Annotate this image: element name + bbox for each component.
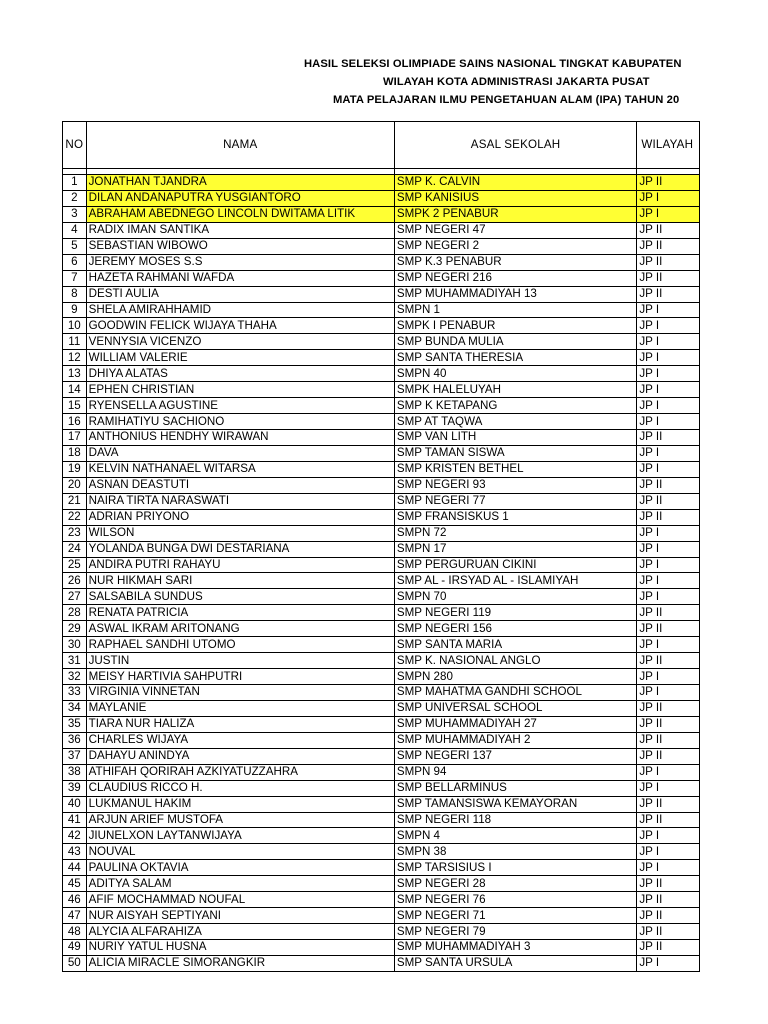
cell-nama: JUSTIN xyxy=(86,653,394,669)
cell-wilayah: JP I xyxy=(637,398,700,414)
cell-wilayah: JP I xyxy=(637,414,700,430)
cell-nama: YOLANDA BUNGA DWI DESTARIANA xyxy=(86,541,394,557)
cell-nama: VENNYSIA VICENZO xyxy=(86,334,394,350)
cell-wilayah: JP II xyxy=(637,493,700,509)
cell-wilayah: JP II xyxy=(637,222,700,238)
cell-asal-sekolah: SMP K. CALVIN xyxy=(394,175,636,191)
cell-asal-sekolah: SMPN 70 xyxy=(394,589,636,605)
cell-no: 34 xyxy=(63,700,87,716)
table-row xyxy=(63,445,700,461)
table-row xyxy=(63,286,700,302)
table-row xyxy=(63,621,700,637)
cell-nama: NURIY YATUL HUSNA xyxy=(86,940,394,956)
cell-wilayah: JP I xyxy=(637,764,700,780)
cell-no: 38 xyxy=(63,764,87,780)
cell-nama: MEISY HARTIVIA SAHPUTRI xyxy=(86,669,394,685)
cell-asal-sekolah: SMP NEGERI 2 xyxy=(394,238,636,254)
table-row xyxy=(63,637,700,653)
cell-wilayah: JP II xyxy=(637,238,700,254)
cell-no: 13 xyxy=(63,366,87,382)
cell-no: 37 xyxy=(63,748,87,764)
table-row xyxy=(63,796,700,812)
cell-wilayah: JP II xyxy=(637,924,700,940)
cell-no: 7 xyxy=(63,270,87,286)
table-row xyxy=(63,350,700,366)
cell-no: 8 xyxy=(63,286,87,302)
table-row xyxy=(63,955,700,971)
cell-no: 3 xyxy=(63,206,87,222)
cell-nama: WILLIAM VALERIE xyxy=(86,350,394,366)
cell-asal-sekolah: SMP AL - IRSYAD AL - ISLAMIYAH xyxy=(394,573,636,589)
cell-wilayah: JP I xyxy=(637,302,700,318)
table-row xyxy=(63,557,700,573)
cell-no: 45 xyxy=(63,876,87,892)
cell-no: 19 xyxy=(63,461,87,477)
cell-wilayah: JP II xyxy=(637,286,700,302)
cell-asal-sekolah: SMP NEGERI 216 xyxy=(394,270,636,286)
cell-nama: NAIRA TIRTA NARASWATI xyxy=(86,493,394,509)
cell-asal-sekolah: SMPN 40 xyxy=(394,366,636,382)
table-row xyxy=(63,748,700,764)
cell-nama: RAMIHATIYU SACHIONO xyxy=(86,414,394,430)
cell-nama: DILAN ANDANAPUTRA YUSGIANTORO xyxy=(86,190,394,206)
cell-wilayah: JP I xyxy=(637,685,700,701)
table-row xyxy=(63,222,700,238)
cell-nama: ALYCIA ALFARAHIZA xyxy=(86,924,394,940)
cell-asal-sekolah: SMP K. NASIONAL ANGLO xyxy=(394,653,636,669)
table-row xyxy=(63,525,700,541)
cell-no: 46 xyxy=(63,892,87,908)
cell-wilayah: JP II xyxy=(637,940,700,956)
table-row xyxy=(63,892,700,908)
table-row xyxy=(63,860,700,876)
cell-wilayah: JP II xyxy=(637,716,700,732)
title-line-3: MATA PELAJARAN ILMU PENGETAHUAN ALAM (IPA) TAHUN 20 xyxy=(333,94,680,106)
cell-asal-sekolah: SMPN 17 xyxy=(394,541,636,557)
cell-asal-sekolah: SMPN 38 xyxy=(394,844,636,860)
cell-no: 47 xyxy=(63,908,87,924)
table-row xyxy=(63,908,700,924)
cell-no: 36 xyxy=(63,732,87,748)
cell-nama: DAHAYU ANINDYA xyxy=(86,748,394,764)
cell-wilayah: JP II xyxy=(637,796,700,812)
cell-asal-sekolah: SMPK HALELUYAH xyxy=(394,382,636,398)
cell-no: 11 xyxy=(63,334,87,350)
cell-no: 17 xyxy=(63,430,87,446)
table-row xyxy=(63,477,700,493)
cell-wilayah: JP I xyxy=(637,318,700,334)
table-row xyxy=(63,430,700,446)
cell-asal-sekolah: SMP MUHAMMADIYAH 13 xyxy=(394,286,636,302)
cell-wilayah: JP II xyxy=(637,270,700,286)
cell-nama: AFIF MOCHAMMAD NOUFAL xyxy=(86,892,394,908)
cell-wilayah: JP II xyxy=(637,876,700,892)
cell-wilayah: JP I xyxy=(637,573,700,589)
cell-nama: PAULINA OKTAVIA xyxy=(86,860,394,876)
cell-asal-sekolah: SMP UNIVERSAL SCHOOL xyxy=(394,700,636,716)
header-nama: NAMA xyxy=(86,122,394,169)
title-line-1: HASIL SELEKSI OLIMPIADE SAINS NASIONAL TINGKAT KABUPATEN xyxy=(304,58,682,70)
cell-asal-sekolah: SMP VAN LITH xyxy=(394,430,636,446)
table-row xyxy=(63,206,700,222)
cell-wilayah: JP I xyxy=(637,860,700,876)
table-row xyxy=(63,382,700,398)
cell-wilayah: JP II xyxy=(637,254,700,270)
cell-no: 6 xyxy=(63,254,87,270)
cell-nama: HAZETA RAHMANI WAFDA xyxy=(86,270,394,286)
cell-asal-sekolah: SMP AT TAQWA xyxy=(394,414,636,430)
cell-asal-sekolah: SMP NEGERI 137 xyxy=(394,748,636,764)
cell-no: 20 xyxy=(63,477,87,493)
cell-nama: ALICIA MIRACLE SIMORANGKIR xyxy=(86,955,394,971)
table-row xyxy=(63,812,700,828)
cell-nama: NOUVAL xyxy=(86,844,394,860)
cell-wilayah: JP I xyxy=(637,461,700,477)
cell-asal-sekolah: SMPK I PENABUR xyxy=(394,318,636,334)
table-row xyxy=(63,509,700,525)
cell-wilayah: JP II xyxy=(637,892,700,908)
cell-no: 22 xyxy=(63,509,87,525)
table-header-row xyxy=(63,122,700,169)
table-row xyxy=(63,238,700,254)
cell-nama: GOODWIN FELICK WIJAYA THAHA xyxy=(86,318,394,334)
cell-nama: SALSABILA SUNDUS xyxy=(86,589,394,605)
cell-no: 25 xyxy=(63,557,87,573)
cell-asal-sekolah: SMP PERGURUAN CIKINI xyxy=(394,557,636,573)
table-row xyxy=(63,780,700,796)
cell-wilayah: JP II xyxy=(637,732,700,748)
cell-no: 5 xyxy=(63,238,87,254)
cell-nama: LUKMANUL HAKIM xyxy=(86,796,394,812)
cell-no: 31 xyxy=(63,653,87,669)
cell-wilayah: JP I xyxy=(637,955,700,971)
cell-asal-sekolah: SMPN 94 xyxy=(394,764,636,780)
cell-asal-sekolah: SMP MAHATMA GANDHI SCHOOL xyxy=(394,685,636,701)
table-row xyxy=(63,700,700,716)
cell-no: 21 xyxy=(63,493,87,509)
cell-no: 42 xyxy=(63,828,87,844)
cell-asal-sekolah: SMP NEGERI 71 xyxy=(394,908,636,924)
cell-no: 39 xyxy=(63,780,87,796)
cell-no: 35 xyxy=(63,716,87,732)
cell-wilayah: JP I xyxy=(637,334,700,350)
cell-asal-sekolah: SMPN 72 xyxy=(394,525,636,541)
cell-no: 28 xyxy=(63,605,87,621)
cell-nama: JEREMY MOSES S.S xyxy=(86,254,394,270)
cell-asal-sekolah: SMP BELLARMINUS xyxy=(394,780,636,796)
cell-nama: JONATHAN TJANDRA xyxy=(86,175,394,191)
cell-no: 29 xyxy=(63,621,87,637)
cell-nama: DESTI AULIA xyxy=(86,286,394,302)
cell-asal-sekolah: SMPN 1 xyxy=(394,302,636,318)
cell-no: 10 xyxy=(63,318,87,334)
cell-asal-sekolah: SMPK 2 PENABUR xyxy=(394,206,636,222)
cell-no: 14 xyxy=(63,382,87,398)
cell-wilayah: JP I xyxy=(637,637,700,653)
cell-wilayah: JP II xyxy=(637,748,700,764)
cell-asal-sekolah: SMP KRISTEN BETHEL xyxy=(394,461,636,477)
cell-asal-sekolah: SMP TAMANSISWA KEMAYORAN xyxy=(394,796,636,812)
table-row xyxy=(63,541,700,557)
table-row xyxy=(63,828,700,844)
table-row xyxy=(63,334,700,350)
cell-asal-sekolah: SMP SANTA MARIA xyxy=(394,637,636,653)
table-row xyxy=(63,366,700,382)
cell-wilayah: JP I xyxy=(637,525,700,541)
cell-asal-sekolah: SMP TARSISIUS I xyxy=(394,860,636,876)
cell-wilayah: JP I xyxy=(637,557,700,573)
cell-nama: VIRGINIA VINNETAN xyxy=(86,685,394,701)
cell-no: 18 xyxy=(63,445,87,461)
table-row xyxy=(63,398,700,414)
table-row xyxy=(63,924,700,940)
cell-asal-sekolah: SMP NEGERI 77 xyxy=(394,493,636,509)
cell-wilayah: JP II xyxy=(637,509,700,525)
cell-no: 27 xyxy=(63,589,87,605)
cell-wilayah: JP I xyxy=(637,669,700,685)
table-row xyxy=(63,685,700,701)
cell-nama: KELVIN NATHANAEL WITARSA xyxy=(86,461,394,477)
cell-asal-sekolah: SMP MUHAMMADIYAH 2 xyxy=(394,732,636,748)
table-row xyxy=(63,573,700,589)
cell-no: 26 xyxy=(63,573,87,589)
table-row xyxy=(63,716,700,732)
cell-nama: MAYLANIE xyxy=(86,700,394,716)
cell-no: 24 xyxy=(63,541,87,557)
cell-no: 1 xyxy=(63,175,87,191)
cell-wilayah: JP I xyxy=(637,780,700,796)
cell-nama: DAVA xyxy=(86,445,394,461)
header-wilayah: WILAYAH xyxy=(637,122,700,169)
cell-no: 23 xyxy=(63,525,87,541)
table-row xyxy=(63,844,700,860)
cell-nama: EPHEN CHRISTIAN xyxy=(86,382,394,398)
cell-wilayah: JP II xyxy=(637,812,700,828)
cell-wilayah: JP II xyxy=(637,908,700,924)
header-no: NO xyxy=(63,122,87,169)
table-row xyxy=(63,175,700,191)
cell-wilayah: JP I xyxy=(637,350,700,366)
cell-nama: ADRIAN PRIYONO xyxy=(86,509,394,525)
cell-asal-sekolah: SMP K.3 PENABUR xyxy=(394,254,636,270)
cell-nama: DHIYA ALATAS xyxy=(86,366,394,382)
cell-nama: NUR HIKMAH SARI xyxy=(86,573,394,589)
cell-wilayah: JP II xyxy=(637,175,700,191)
cell-asal-sekolah: SMP MUHAMMADIYAH 27 xyxy=(394,716,636,732)
cell-asal-sekolah: SMP NEGERI 28 xyxy=(394,876,636,892)
table-row xyxy=(63,270,700,286)
cell-no: 12 xyxy=(63,350,87,366)
table-row xyxy=(63,653,700,669)
cell-nama: RADIX IMAN SANTIKA xyxy=(86,222,394,238)
table-row xyxy=(63,302,700,318)
cell-nama: RYENSELLA AGUSTINE xyxy=(86,398,394,414)
table-row xyxy=(63,940,700,956)
table-row xyxy=(63,254,700,270)
cell-nama: NUR AISYAH SEPTIYANI xyxy=(86,908,394,924)
cell-no: 43 xyxy=(63,844,87,860)
table-row xyxy=(63,190,700,206)
cell-wilayah: JP I xyxy=(637,382,700,398)
cell-wilayah: JP I xyxy=(637,190,700,206)
cell-asal-sekolah: SMP SANTA THERESIA xyxy=(394,350,636,366)
cell-asal-sekolah: SMP FRANSISKUS 1 xyxy=(394,509,636,525)
title-line-2: WILAYAH KOTA ADMINISTRASI JAKARTA PUSAT xyxy=(383,76,650,88)
table-body xyxy=(63,169,700,972)
cell-wilayah: JP II xyxy=(637,477,700,493)
cell-no: 40 xyxy=(63,796,87,812)
cell-asal-sekolah: SMP NEGERI 47 xyxy=(394,222,636,238)
table-row xyxy=(63,876,700,892)
cell-nama: CLAUDIUS RICCO H. xyxy=(86,780,394,796)
cell-nama: WILSON xyxy=(86,525,394,541)
cell-asal-sekolah: SMP NEGERI 79 xyxy=(394,924,636,940)
cell-nama: JIUNELXON LAYTANWIJAYA xyxy=(86,828,394,844)
cell-no: 9 xyxy=(63,302,87,318)
cell-nama: ASWAL IKRAM ARITONANG xyxy=(86,621,394,637)
cell-wilayah: JP I xyxy=(637,366,700,382)
table-row xyxy=(63,318,700,334)
cell-no: 15 xyxy=(63,398,87,414)
cell-asal-sekolah: SMP K KETAPANG xyxy=(394,398,636,414)
cell-no: 4 xyxy=(63,222,87,238)
table-row xyxy=(63,732,700,748)
results-table xyxy=(62,121,700,972)
cell-wilayah: JP I xyxy=(637,445,700,461)
cell-asal-sekolah: SMP MUHAMMADIYAH 3 xyxy=(394,940,636,956)
cell-nama: SHELA AMIRAHHAMID xyxy=(86,302,394,318)
cell-wilayah: JP I xyxy=(637,828,700,844)
cell-nama: ATHIFAH QORIRAH AZKIYATUZZAHRA xyxy=(86,764,394,780)
table-row xyxy=(63,493,700,509)
cell-nama: ANDIRA PUTRI RAHAYU xyxy=(86,557,394,573)
cell-no: 49 xyxy=(63,940,87,956)
cell-nama: SEBASTIAN WIBOWO xyxy=(86,238,394,254)
cell-nama: CHARLES WIJAYA xyxy=(86,732,394,748)
cell-nama: ARJUN ARIEF MUSTOFA xyxy=(86,812,394,828)
table-row xyxy=(63,414,700,430)
cell-no: 30 xyxy=(63,637,87,653)
table-row xyxy=(63,605,700,621)
cell-wilayah: JP II xyxy=(637,653,700,669)
cell-no: 41 xyxy=(63,812,87,828)
cell-nama: ADITYA SALAM xyxy=(86,876,394,892)
cell-no: 48 xyxy=(63,924,87,940)
cell-no: 44 xyxy=(63,860,87,876)
cell-asal-sekolah: SMP BUNDA MULIA xyxy=(394,334,636,350)
cell-wilayah: JP II xyxy=(637,430,700,446)
cell-wilayah: JP II xyxy=(637,605,700,621)
table-row xyxy=(63,669,700,685)
cell-asal-sekolah: SMP NEGERI 118 xyxy=(394,812,636,828)
cell-asal-sekolah: SMP KANISIUS xyxy=(394,190,636,206)
cell-no: 2 xyxy=(63,190,87,206)
cell-asal-sekolah: SMP NEGERI 119 xyxy=(394,605,636,621)
cell-asal-sekolah: SMP NEGERI 93 xyxy=(394,477,636,493)
cell-wilayah: JP II xyxy=(637,700,700,716)
cell-wilayah: JP I xyxy=(637,206,700,222)
cell-nama: RENATA PATRICIA xyxy=(86,605,394,621)
cell-no: 32 xyxy=(63,669,87,685)
cell-no: 50 xyxy=(63,955,87,971)
cell-asal-sekolah: SMP NEGERI 156 xyxy=(394,621,636,637)
cell-wilayah: JP II xyxy=(637,621,700,637)
cell-asal-sekolah: SMP TAMAN SISWA xyxy=(394,445,636,461)
cell-no: 33 xyxy=(63,685,87,701)
table-row xyxy=(63,764,700,780)
cell-wilayah: JP I xyxy=(637,589,700,605)
cell-nama: ANTHONIUS HENDHY WIRAWAN xyxy=(86,430,394,446)
cell-nama: ABRAHAM ABEDNEGO LINCOLN DWITAMA LITIK xyxy=(86,206,394,222)
table-row xyxy=(63,461,700,477)
cell-asal-sekolah: SMP NEGERI 76 xyxy=(394,892,636,908)
table-row xyxy=(63,589,700,605)
cell-wilayah: JP I xyxy=(637,541,700,557)
cell-asal-sekolah: SMPN 4 xyxy=(394,828,636,844)
cell-wilayah: JP I xyxy=(637,844,700,860)
cell-asal-sekolah: SMPN 280 xyxy=(394,669,636,685)
cell-asal-sekolah: SMP SANTA URSULA xyxy=(394,955,636,971)
cell-nama: TIARA NUR HALIZA xyxy=(86,716,394,732)
cell-no: 16 xyxy=(63,414,87,430)
header-asal-sekolah: ASAL SEKOLAH xyxy=(394,122,636,169)
cell-nama: ASNAN DEASTUTI xyxy=(86,477,394,493)
cell-nama: RAPHAEL SANDHI UTOMO xyxy=(86,637,394,653)
